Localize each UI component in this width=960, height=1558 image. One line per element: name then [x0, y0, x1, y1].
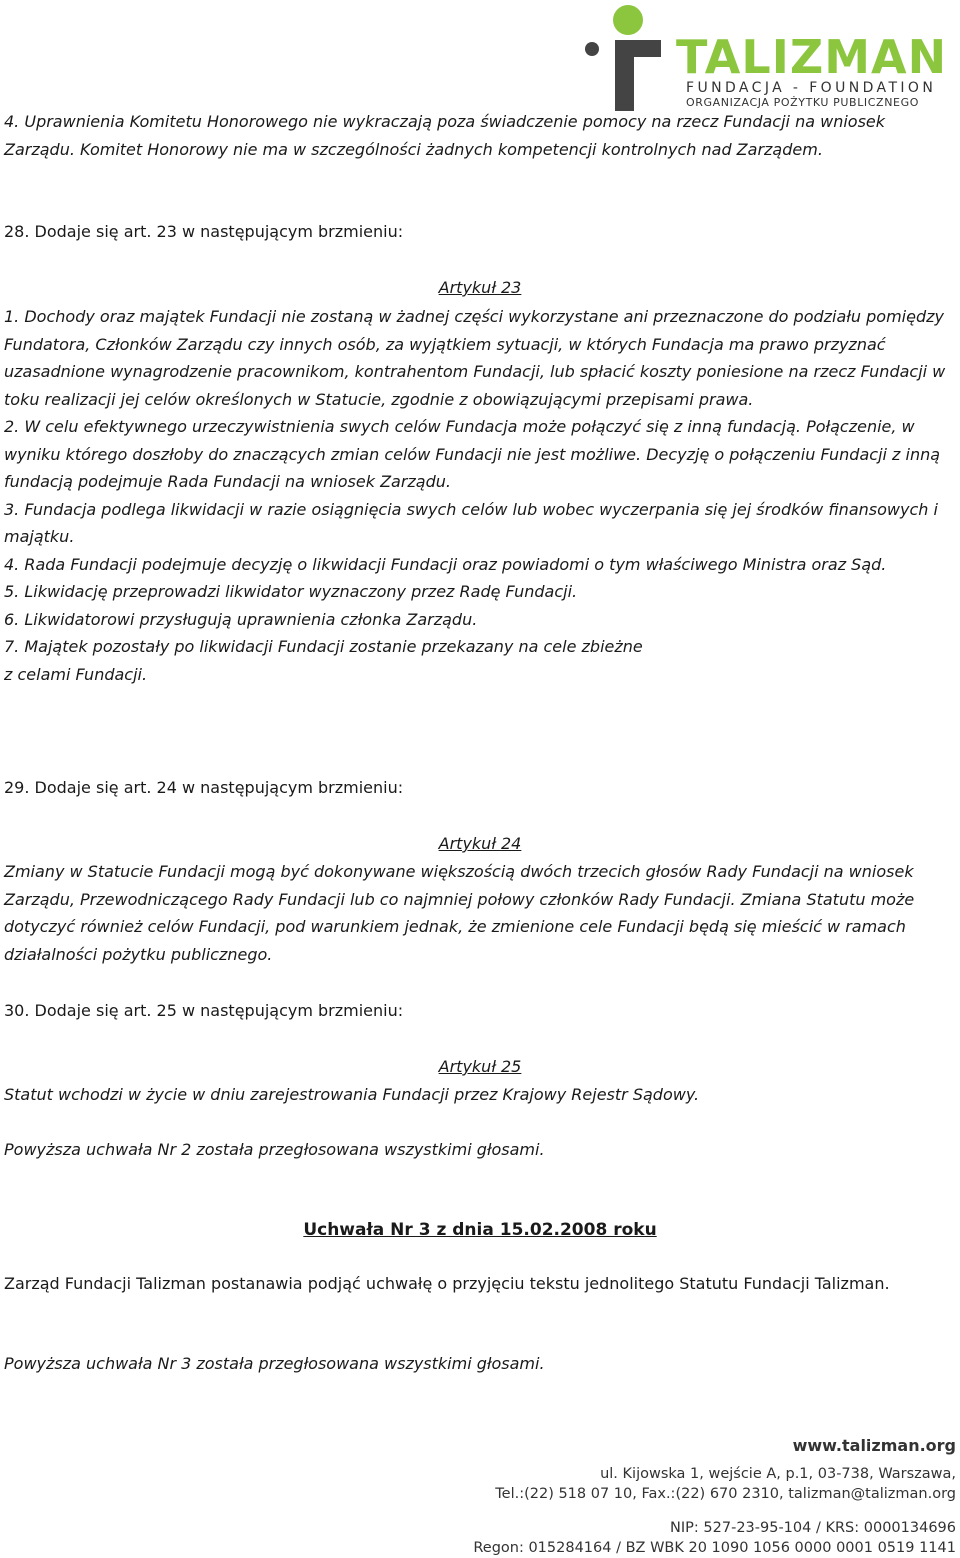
section-30: 30. Dodaje się art. 25 w następującym brzmieniu: — [4, 1001, 404, 1020]
article-24-body: Zmiany w Statucie Fundacji mogą być dokonywane większością dwóch trzecich głosów Rady Fundacji na wniosek Zarządu, Przewodniczącego Rady Fundacji lub co najmniej połowy członków Rady Fundacji. Zmiana Statutu może dotyczyć również celów Fundacji, pod warunkiem jednak, że zmienione cele Fundacji będą się mieścić w ramach działalności pożytku publicznego. — [4, 862, 915, 964]
article-23-point-3: 3. Fundacja podlega likwidacji w razie osiągnięcia swych celów lub wobec wyczerpania się jej środków finansowych i majątku. — [4, 499, 938, 546]
resolution-3-text: Zarząd Fundacji Talizman postanawia podjąć uchwałę o przyjęciu tekstu jednolitego Statutu Fundacji Talizman. — [4, 1274, 890, 1293]
vote-resolution-3: Powyższa uchwała Nr 3 została przegłosowana wszystkimi głosami. — [4, 1354, 545, 1373]
article-23-body — [4, 303, 956, 688]
section-29: 29. Dodaje się art. 24 w następującym brzmieniu: — [4, 778, 404, 797]
article-24-heading: Artykuł 24 — [438, 834, 522, 853]
footer-regon: Regon: 015284164 / BZ WBK 20 1090 1056 0000 0001 0519 1141 — [473, 1540, 956, 1556]
logo-dot-green — [613, 5, 643, 35]
paragraph-komitet: 4. Uprawnienia Komitetu Honorowego nie wykraczają poza świadczenie pomocy na rzecz Fundacji na wniosek Zarządu. Komitet Honorowy nie ma w szczególności żadnych kompetencji kontrolnych nad Zarządem. — [4, 112, 886, 159]
article-23-point-7-cont: z celami Fundacji. — [4, 664, 148, 684]
logo-wordmark: TALIZMAN — [676, 30, 948, 84]
article-23-heading: Artykuł 23 — [438, 278, 522, 297]
article-23-point-5: 5. Likwidację przeprowadzi likwidator wyznaczony przez Radę Fundacji. — [4, 582, 578, 601]
logo-dot-grey — [585, 42, 599, 56]
article-25-body: Statut wchodzi w życie w dniu zarejestrowania Fundacji przez Krajowy Rejestr Sądowy. — [4, 1085, 700, 1104]
article-23-point-4: 4. Rada Fundacji podejmuje decyzję o likwidacji Fundacji oraz powiadomi o tym właściwego Ministra oraz Sąd. — [4, 554, 887, 574]
logo-tagline: ORGANIZACJA POŻYTKU PUBLICZNEGO — [686, 96, 919, 109]
talizman-logo-mark — [584, 0, 684, 112]
logo-subtitle: FUNDACJA - FOUNDATION — [686, 80, 937, 96]
article-23-point-7: 7. Majątek pozostały po likwidacji Fundacji zostanie przekazany na cele zbieżne — [4, 637, 643, 656]
footer-url[interactable]: www.talizman.org — [792, 1436, 956, 1455]
footer-contact: Tel.:(22) 518 07 10, Fax.:(22) 670 2310, talizman@talizman.org — [495, 1486, 956, 1502]
article-25-heading: Artykuł 25 — [438, 1057, 522, 1076]
section-28: 28. Dodaje się art. 23 w następującym brzmieniu: — [4, 222, 404, 241]
resolution-3-title: Uchwała Nr 3 z dnia 15.02.2008 roku — [303, 1220, 657, 1240]
vote-resolution-2: Powyższa uchwała Nr 2 została przegłosowana wszystkimi głosami. — [4, 1140, 545, 1159]
article-23-point-2: 2. W celu efektywnego urzeczywistnienia swych celów Fundacja może połączyć się z inną fundacją. Połączenie, w wyniku którego doszłoby do znaczących zmian celów Fundacji nie jest możliwe. Decyzję o połączeniu Fundacji z inną fundacją podejmuje Rada Fundacji na wniosek Zarządu. — [4, 417, 941, 491]
talizman-logo — [584, 0, 960, 112]
article-23-point-1: 1. Dochody oraz majątek Fundacji nie zostaną w żadnej części wykorzystane ani przeznaczone do podziału pomiędzy Fundatora, Członków Zarządu czy innych osób, za wyjątkiem sytuacji, w których Fundacja ma prawo przyznać uzasadnione wynagrodzenie pracownikom, kontrahentom Fundacji, lub spłacić koszty poniesione na rzecz Fundacji w toku realizacji jej celów określonych w Statucie, zgodnie z obowiązującymi przepisami prawa. — [4, 307, 946, 409]
article-23-point-6: 6. Likwidatorowi przysługują uprawnienia członka Zarządu. — [4, 609, 478, 629]
logo-arm — [615, 40, 661, 57]
footer-nip: NIP: 527-23-95-104 / KRS: 0000134696 — [670, 1520, 956, 1536]
footer — [356, 1436, 956, 1558]
footer-address: ul. Kijowska 1, wejście A, p.1, 03-738, Warszawa, — [600, 1466, 956, 1482]
